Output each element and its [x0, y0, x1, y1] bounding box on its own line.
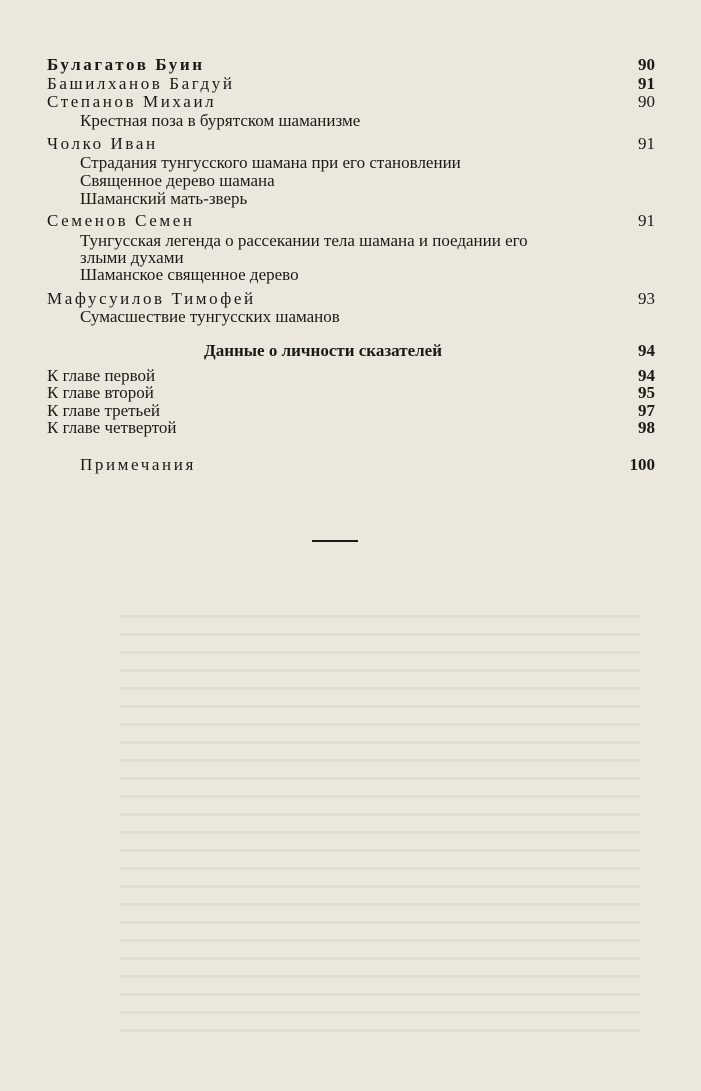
- narrator-name: Чолко Иван: [47, 134, 158, 153]
- subentry-title: Шаманское священное дерево: [80, 265, 299, 284]
- toc-entry: [47, 289, 655, 309]
- toc-chapter: [47, 418, 655, 438]
- toc-chapter: [47, 383, 655, 403]
- page-number: 93: [638, 289, 655, 308]
- page-number: 94: [638, 341, 655, 360]
- toc-entry: [47, 211, 655, 231]
- toc-subentry: [80, 171, 640, 191]
- page-number: 91: [638, 74, 655, 93]
- notes-title: Примечания: [80, 455, 196, 474]
- subentry-title: злыми духами: [80, 248, 184, 267]
- subentry-title: Священное дерево шамана: [80, 171, 275, 190]
- subentry-title: Крестная поза в бурятском шаманизме: [80, 111, 361, 130]
- toc-subentry: [80, 307, 640, 327]
- toc-subentry: [80, 111, 640, 131]
- page-number: 98: [638, 418, 655, 437]
- page-number: 95: [638, 383, 655, 402]
- divider-rule: [312, 540, 358, 542]
- toc-entry: [47, 74, 655, 94]
- narrator-name: Степанов Михаил: [47, 92, 217, 111]
- narrator-name: Семенов Семен: [47, 211, 195, 230]
- narrator-name: Мафусуилов Тимофей: [47, 289, 256, 308]
- subentry-title: Тунгусская легенда о рассекании тела шамана и поедании его: [80, 231, 528, 250]
- toc-subentry: [80, 189, 640, 209]
- subentry-title: Страдания тунгусского шамана при его становлении: [80, 153, 461, 172]
- toc-entry: [47, 55, 655, 75]
- subentry-title: Сумасшествие тунгусских шаманов: [80, 307, 340, 326]
- toc-entry: [47, 92, 655, 112]
- chapter-label: К главе первой: [47, 366, 156, 385]
- chapter-label: К главе второй: [47, 383, 154, 402]
- toc-subentry: [80, 153, 640, 173]
- section-title: Данные о личности сказателей: [204, 341, 443, 360]
- chapter-label: К главе третьей: [47, 401, 160, 420]
- section-heading: [47, 341, 655, 361]
- toc-subentry: [80, 265, 640, 285]
- page-number: 90: [638, 92, 655, 111]
- page-number: 97: [638, 401, 655, 420]
- page-number: 94: [638, 366, 655, 385]
- page-number: 90: [638, 55, 655, 74]
- narrator-name: Булагатов Буин: [47, 55, 205, 74]
- toc-entry: [47, 134, 655, 154]
- page-number: 91: [638, 211, 655, 230]
- page-number: 91: [638, 134, 655, 153]
- chapter-label: К главе четвертой: [47, 418, 177, 437]
- bleed-through-text: [120, 600, 640, 1040]
- page-number: 100: [629, 455, 655, 474]
- subentry-title: Шаманский мать-зверь: [80, 189, 248, 208]
- toc-notes: [47, 455, 655, 475]
- narrator-name: Башилханов Багдуй: [47, 74, 235, 93]
